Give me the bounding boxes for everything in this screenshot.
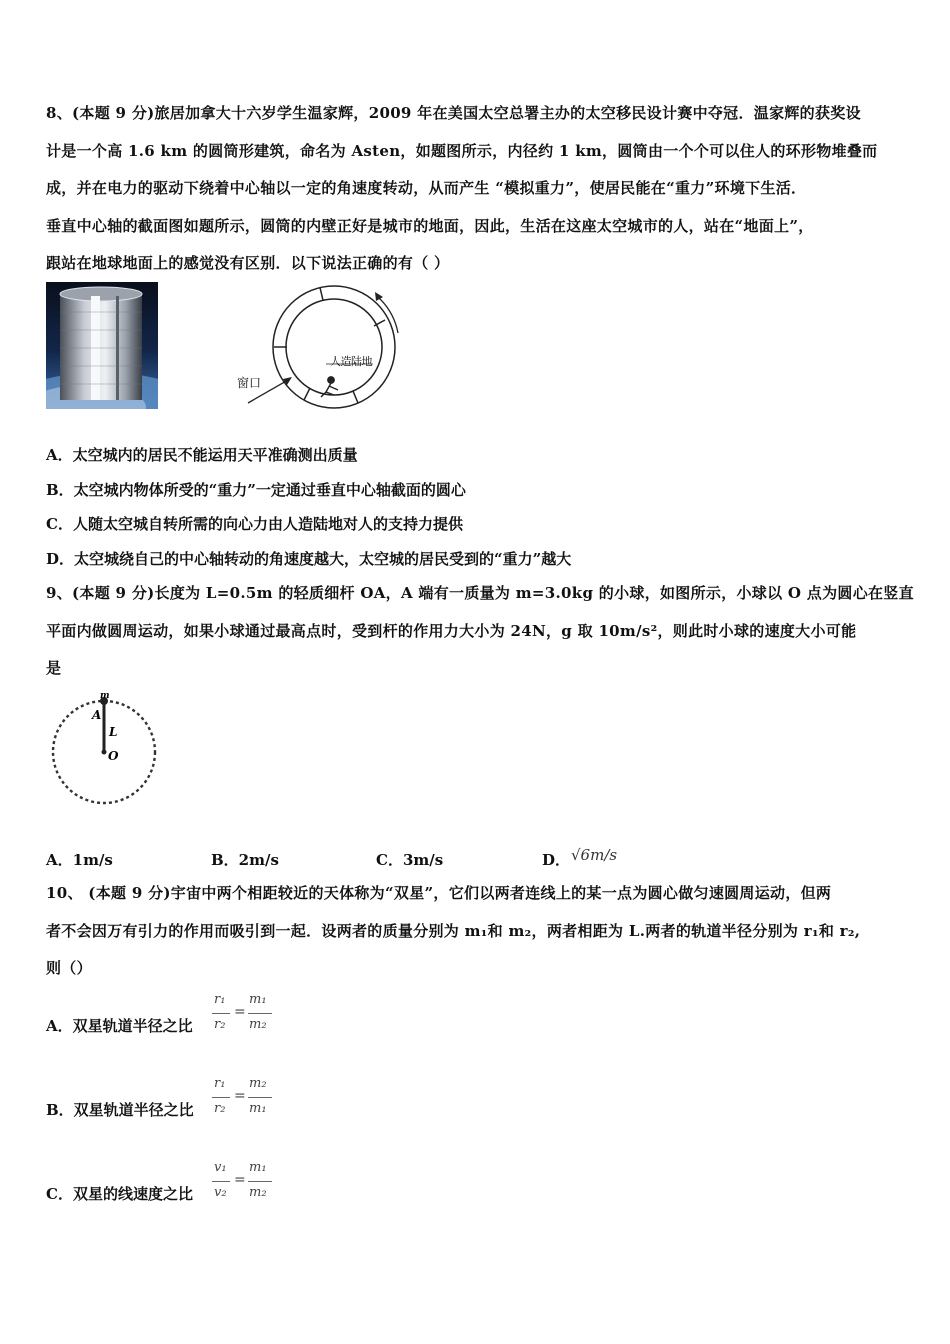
rod-circle-diagram xyxy=(46,688,166,808)
q10-line-2: 者不会因万有引力的作用而吸引到一起．设两者的质量分别为 m₁和 m₂，两者相距为 L.两者的轨道半径分别为 r₁和 r₂, xyxy=(46,922,861,940)
q10-option-a[interactable]: A．双星轨道半径之比 xyxy=(46,1017,193,1035)
label-m: m xyxy=(100,691,110,701)
fraction-numerator: m₁ xyxy=(249,1160,267,1175)
q9-option-d-math: √6m/s xyxy=(571,846,618,864)
label-L: L xyxy=(109,725,118,739)
fraction-numerator: r₁ xyxy=(214,992,226,1007)
q9-option-c[interactable]: C．3m/s xyxy=(376,851,444,869)
q10-a-right-fraction xyxy=(248,992,274,1038)
q10-b-left-fraction xyxy=(212,1076,232,1122)
window-label: 窗口 xyxy=(237,376,262,390)
q9-line-3: 是 xyxy=(46,659,62,677)
equals-sign: = xyxy=(234,1004,246,1020)
q8-line-4: 垂直中心轴的截面图如题所示，圆筒的内壁正好是城市的地面，因此，生活在这座太空城市的人，站在“地面上”， xyxy=(46,217,814,235)
equals-sign: = xyxy=(234,1172,246,1188)
q9-option-d[interactable]: D． xyxy=(542,851,571,869)
q10-c-right-fraction xyxy=(248,1160,274,1206)
q9-line-2: 平面内做圆周运动，如果小球通过最高点时，受到杆的作用力大小为 24N，g 取 10m/s²，则此时小球的速度大小可能 xyxy=(46,622,857,640)
q9-option-a[interactable]: A．1m/s xyxy=(46,851,113,869)
q8-line-3: 成，并在电力的驱动下绕着中心轴以一定的角速度转动，从而产生 “模拟重力”，使居民能在“重力”环境下生活． xyxy=(46,179,807,197)
q10-line-1: 10、 (本题 9 分)宇宙中两个相距较近的天体称为“双星”，它们以两者连线上的某一点为圆心做匀速圆周运动，但两 xyxy=(46,884,832,902)
q8-line-5: 跟站在地球地面上的感觉没有区别．以下说法正确的有（ ） xyxy=(46,254,450,272)
fraction-denominator: r₂ xyxy=(214,1017,226,1032)
label-A: A xyxy=(92,708,102,722)
fraction-numerator: m₁ xyxy=(249,992,267,1007)
q9-option-b[interactable]: B．2m/s xyxy=(211,851,279,869)
fraction-denominator: m₂ xyxy=(249,1017,267,1032)
q8-line-1: 8、(本题 9 分)旅居加拿大十六岁学生温家辉，2009 年在美国太空总署主办的太空移民设计赛中夺冠．温家辉的获奖设 xyxy=(46,104,861,122)
fraction-numerator: r₁ xyxy=(214,1076,226,1091)
fraction-numerator: v₁ xyxy=(214,1160,227,1175)
q8-option-b[interactable]: B．太空城内物体所受的“重力”一定通过垂直中心轴截面的圆心 xyxy=(46,481,466,499)
q10-option-b[interactable]: B．双星轨道半径之比 xyxy=(46,1101,194,1119)
fraction-denominator: v₂ xyxy=(214,1185,227,1200)
fraction-numerator: m₂ xyxy=(249,1076,267,1091)
q10-line-3: 则（） xyxy=(46,959,92,977)
ring-cross-section-diagram xyxy=(230,285,410,415)
label-O: O xyxy=(108,749,119,763)
q8-option-c[interactable]: C．人随太空城自转所需的向心力由人造陆地对人的支持力提供 xyxy=(46,515,463,533)
q8-option-d[interactable]: D．太空城绕自己的中心轴转动的角速度越大，太空城的居民受到的“重力”越大 xyxy=(46,550,572,568)
q8-option-a[interactable]: A．太空城内的居民不能运用天平准确测出质量 xyxy=(46,446,358,464)
space-city-photo xyxy=(46,282,158,409)
fraction-denominator: r₂ xyxy=(214,1101,226,1116)
q8-line-2: 计是一个高 1.6 km 的圆筒形建筑，命名为 Asten，如题图所示，内径约 1 km，圆筒由一个个可以住人的环形物堆叠而 xyxy=(46,142,878,160)
q9-line-1: 9、(本题 9 分)长度为 L=0.5m 的轻质细杆 OA，A 端有一质量为 m=3.0kg 的小球，如图所示，小球以 O 点为圆心在竖直 xyxy=(46,584,914,602)
q10-a-left-fraction xyxy=(212,992,232,1038)
equals-sign: = xyxy=(234,1088,246,1104)
q10-c-left-fraction xyxy=(212,1160,232,1206)
artificial-ground-label: 人造陆地 xyxy=(330,355,372,368)
fraction-denominator: m₁ xyxy=(249,1101,267,1116)
q10-b-right-fraction xyxy=(248,1076,274,1122)
q10-option-c[interactable]: C．双星的线速度之比 xyxy=(46,1185,193,1203)
fraction-denominator: m₂ xyxy=(249,1185,267,1200)
